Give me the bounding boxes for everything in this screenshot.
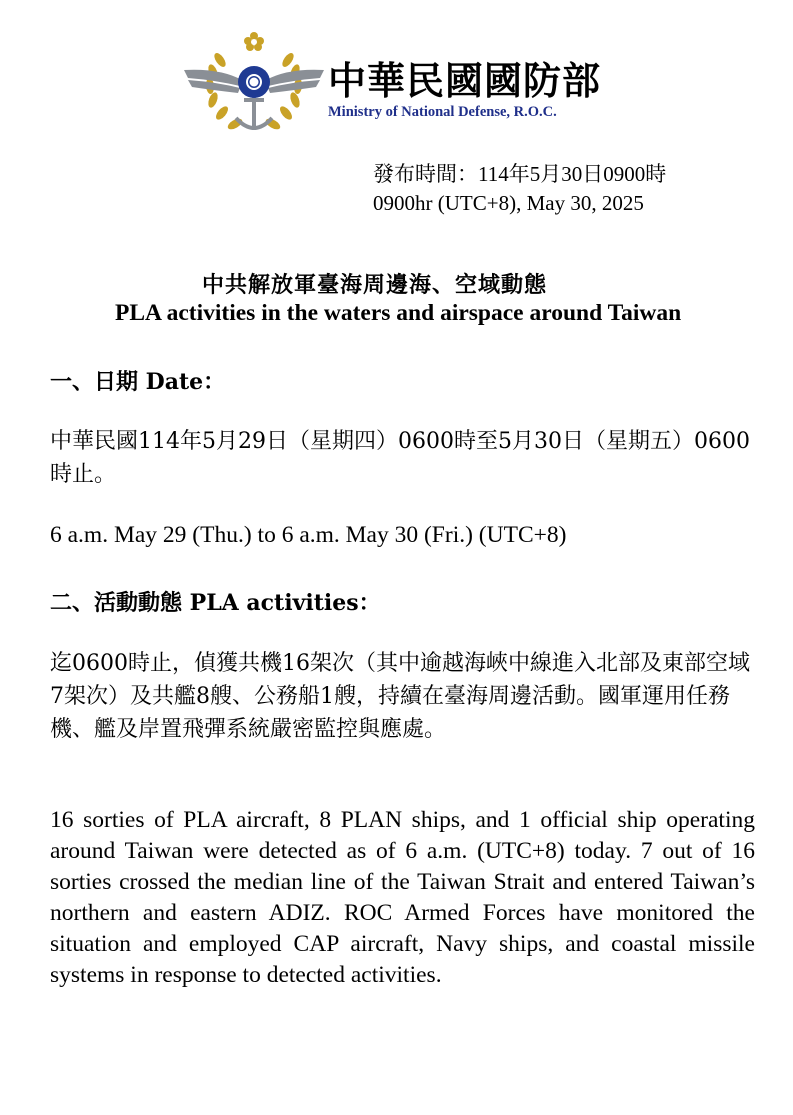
plum-blossom-icon (244, 32, 264, 51)
release-time-zh: 發布時間：114年5月30日0900時 (373, 162, 667, 186)
date-section-heading: 一、日期 Date： (50, 369, 226, 395)
mnd-emblem-logo (180, 30, 328, 145)
title-zh: 中共解放軍臺海周邊海、空域動態 (202, 272, 548, 298)
release-time-en: 0900hr (UTC+8), May 30, 2025 (373, 191, 644, 215)
date-text-en: 6 a.m. May 29 (Thu.) to 6 a.m. May 30 (Fri.) (UTC+8) (50, 522, 567, 548)
org-name-en: Ministry of National Defense, R.O.C. (328, 104, 557, 120)
activities-text-en: 16 sorties of PLA aircraft, 8 PLAN ships, and 1 official ship operating around Taiwan were detected as of 6 a.m. (UTC+8) today. 7 out of 16 sorties crossed the median line of the Taiwan Strait and entered Taiwan’s northern and eastern ADIZ. ROC Armed Forces have monitored the situation and employed CAP aircraft, Navy ships, and coastal missile systems in response to detected activities. (50, 807, 755, 988)
org-name-zh: 中華民國國防部 (328, 58, 602, 103)
date-text-zh: 中華民國114年5月29日（星期四）0600時至5月30日（星期五）0600時止。 (50, 429, 750, 487)
title-en: PLA activities in the waters and airspace around Taiwan (115, 300, 682, 326)
activities-section-heading: 二、活動動態 PLA activities： (50, 590, 381, 616)
activities-text-zh: 迄0600時止，偵獲共機16架次（其中逾越海峽中線進入北部及東部空域7架次）及共艦8艘、公務船1艘，持續在臺海周邊活動。國軍運用任務機、艦及岸置飛彈系統嚴密監控與應處。 (50, 651, 750, 742)
